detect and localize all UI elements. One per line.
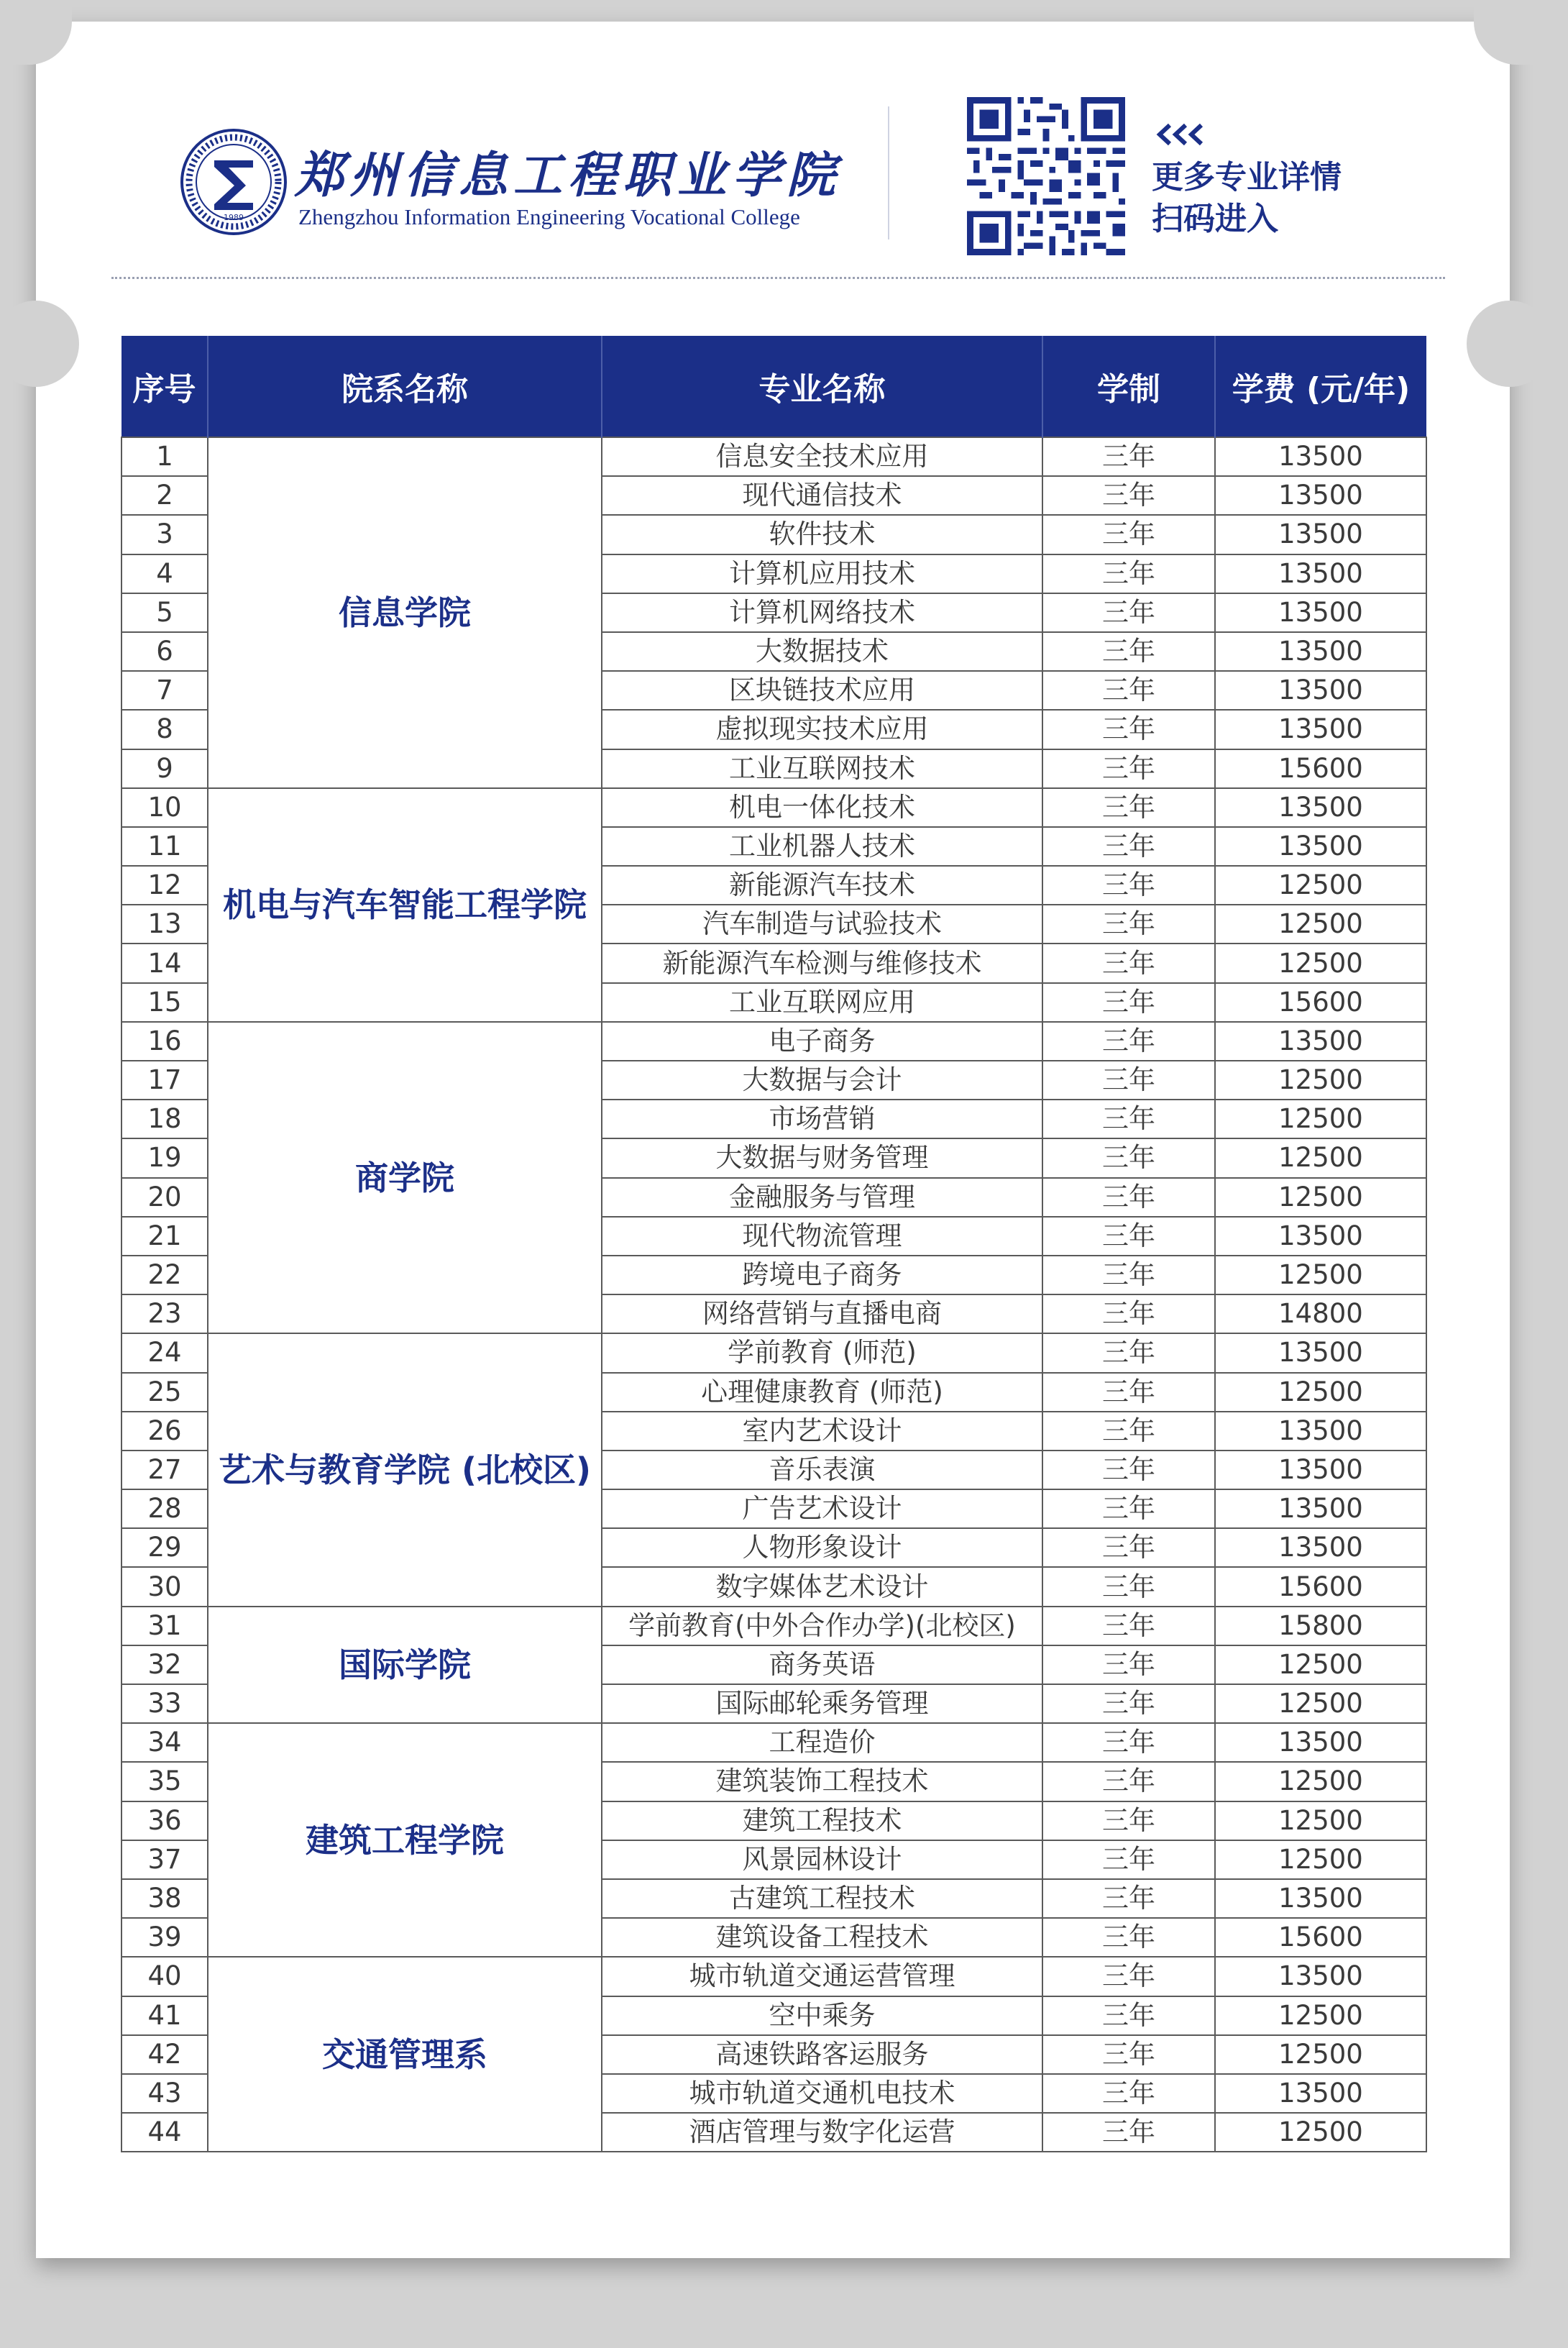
major-name: 酒店管理与数字化运营 xyxy=(602,2113,1042,2152)
department-name: 国际学院 xyxy=(208,1607,602,1724)
table-header-row xyxy=(122,336,1426,437)
qr-caption-line2: 扫码进入 xyxy=(1152,201,1278,237)
row-index: 34 xyxy=(122,1723,208,1762)
tuition: 13500 xyxy=(1215,1489,1426,1528)
major-name: 古建筑工程技术 xyxy=(602,1879,1042,1918)
tuition: 12500 xyxy=(1215,2035,1426,2074)
duration: 三年 xyxy=(1042,1645,1215,1684)
college-name-cn: 郑州信息工程职业学院 xyxy=(295,147,842,204)
duration: 三年 xyxy=(1042,710,1215,749)
row-index: 28 xyxy=(122,1489,208,1528)
duration: 三年 xyxy=(1042,1567,1215,1606)
duration: 三年 xyxy=(1042,1178,1215,1217)
duration: 三年 xyxy=(1042,905,1215,944)
duration: 三年 xyxy=(1042,1684,1215,1723)
qr-caption xyxy=(1152,157,1342,240)
row-index: 35 xyxy=(122,1762,208,1801)
tuition: 15600 xyxy=(1215,1567,1426,1606)
duration: 三年 xyxy=(1042,1022,1215,1061)
tuition: 12500 xyxy=(1215,905,1426,944)
tuition: 13500 xyxy=(1215,1957,1426,1996)
tuition: 13500 xyxy=(1215,437,1426,476)
row-index: 44 xyxy=(122,2113,208,2152)
duration: 三年 xyxy=(1042,1451,1215,1489)
major-name: 学前教育 (师范) xyxy=(602,1333,1042,1372)
tuition: 12500 xyxy=(1215,1840,1426,1879)
tuition: 12500 xyxy=(1215,1178,1426,1217)
tuition: 15600 xyxy=(1215,749,1426,788)
major-name: 学前教育(中外合作办学)(北校区) xyxy=(602,1607,1042,1645)
qr-code-icon[interactable] xyxy=(967,97,1125,255)
row-index: 19 xyxy=(122,1138,208,1177)
major-name: 计算机网络技术 xyxy=(602,593,1042,632)
major-name: 广告艺术设计 xyxy=(602,1489,1042,1528)
major-name: 现代物流管理 xyxy=(602,1217,1042,1256)
dotted-separator xyxy=(111,277,1445,279)
department-name: 信息学院 xyxy=(208,437,602,788)
tuition: 12500 xyxy=(1215,1138,1426,1177)
major-name: 新能源汽车技术 xyxy=(602,866,1042,905)
duration: 三年 xyxy=(1042,983,1215,1022)
tuition: 12500 xyxy=(1215,1762,1426,1801)
tuition: 13500 xyxy=(1215,1412,1426,1451)
major-name: 建筑工程技术 xyxy=(602,1801,1042,1840)
duration: 三年 xyxy=(1042,1801,1215,1840)
duration: 三年 xyxy=(1042,1412,1215,1451)
row-index: 39 xyxy=(122,1918,208,1957)
row-index: 18 xyxy=(122,1100,208,1138)
tuition-table xyxy=(121,336,1427,2152)
tuition: 12500 xyxy=(1215,1256,1426,1294)
page-curl-right xyxy=(1474,0,1546,65)
tuition: 12500 xyxy=(1215,1996,1426,2035)
major-name: 人物形象设计 xyxy=(602,1528,1042,1567)
row-index: 40 xyxy=(122,1957,208,1996)
duration: 三年 xyxy=(1042,671,1215,710)
row-index: 27 xyxy=(122,1451,208,1489)
major-name: 金融服务与管理 xyxy=(602,1178,1042,1217)
major-name: 汽车制造与试验技术 xyxy=(602,905,1042,944)
row-index: 11 xyxy=(122,827,208,866)
major-name: 网络营销与直播电商 xyxy=(602,1294,1042,1333)
college-name-en: Zhengzhou Information Engineering Vocational College xyxy=(298,204,800,229)
major-name: 工业互联网应用 xyxy=(602,983,1042,1022)
tuition: 14800 xyxy=(1215,1294,1426,1333)
header-department: 院系名称 xyxy=(208,336,602,437)
logo-year: 1989 xyxy=(224,213,244,222)
tuition: 13500 xyxy=(1215,827,1426,866)
duration: 三年 xyxy=(1042,1217,1215,1256)
major-name: 空中乘务 xyxy=(602,1996,1042,2035)
row-index: 3 xyxy=(122,515,208,554)
row-index: 38 xyxy=(122,1879,208,1918)
duration: 三年 xyxy=(1042,437,1215,476)
tuition: 13500 xyxy=(1215,593,1426,632)
row-index: 9 xyxy=(122,749,208,788)
tuition: 13500 xyxy=(1215,710,1426,749)
tuition: 12500 xyxy=(1215,1645,1426,1684)
duration: 三年 xyxy=(1042,1996,1215,2035)
duration: 三年 xyxy=(1042,1879,1215,1918)
major-name: 新能源汽车检测与维修技术 xyxy=(602,944,1042,982)
department-name: 机电与汽车智能工程学院 xyxy=(208,788,602,1022)
duration: 三年 xyxy=(1042,1373,1215,1412)
duration: 三年 xyxy=(1042,1723,1215,1762)
row-index: 17 xyxy=(122,1061,208,1100)
duration: 三年 xyxy=(1042,1528,1215,1567)
tuition: 12500 xyxy=(1215,944,1426,982)
tuition: 13500 xyxy=(1215,1879,1426,1918)
row-index: 22 xyxy=(122,1256,208,1294)
tuition: 13500 xyxy=(1215,1528,1426,1567)
major-name: 大数据与财务管理 xyxy=(602,1138,1042,1177)
header-duration: 学制 xyxy=(1042,336,1215,437)
tuition: 13500 xyxy=(1215,476,1426,515)
duration: 三年 xyxy=(1042,1957,1215,1996)
row-index: 30 xyxy=(122,1567,208,1606)
row-index: 23 xyxy=(122,1294,208,1333)
department-name: 艺术与教育学院 (北校区) xyxy=(208,1333,602,1606)
tuition: 13500 xyxy=(1215,1217,1426,1256)
row-index: 33 xyxy=(122,1684,208,1723)
duration: 三年 xyxy=(1042,2074,1215,2113)
row-index: 24 xyxy=(122,1333,208,1372)
header-major: 专业名称 xyxy=(602,336,1042,437)
duration: 三年 xyxy=(1042,1489,1215,1528)
row-index: 37 xyxy=(122,1840,208,1879)
table-row xyxy=(122,1723,1426,1762)
duration: 三年 xyxy=(1042,2113,1215,2152)
triple-chevron-left-icon xyxy=(1154,122,1219,147)
row-index: 25 xyxy=(122,1373,208,1412)
row-index: 43 xyxy=(122,2074,208,2113)
major-name: 室内艺术设计 xyxy=(602,1412,1042,1451)
duration: 三年 xyxy=(1042,1762,1215,1801)
tuition: 12500 xyxy=(1215,866,1426,905)
major-name: 区块链技术应用 xyxy=(602,671,1042,710)
tuition: 15600 xyxy=(1215,983,1426,1022)
duration: 三年 xyxy=(1042,554,1215,593)
row-index: 16 xyxy=(122,1022,208,1061)
major-name: 商务英语 xyxy=(602,1645,1042,1684)
ticket-notch-right xyxy=(1467,301,1553,387)
duration: 三年 xyxy=(1042,632,1215,671)
tuition: 13500 xyxy=(1215,554,1426,593)
tuition: 12500 xyxy=(1215,1684,1426,1723)
major-name: 机电一体化技术 xyxy=(602,788,1042,827)
major-name: 建筑设备工程技术 xyxy=(602,1918,1042,1957)
tuition: 12500 xyxy=(1215,1100,1426,1138)
duration: 三年 xyxy=(1042,749,1215,788)
major-name: 工程造价 xyxy=(602,1723,1042,1762)
major-name: 城市轨道交通运营管理 xyxy=(602,1957,1042,1996)
tuition: 13500 xyxy=(1215,1333,1426,1372)
major-name: 计算机应用技术 xyxy=(602,554,1042,593)
header-index: 序号 xyxy=(122,336,208,437)
department-name: 交通管理系 xyxy=(208,1957,602,2152)
ticket-notch-left xyxy=(0,301,79,387)
major-name: 信息安全技术应用 xyxy=(602,437,1042,476)
tuition: 12500 xyxy=(1215,1373,1426,1412)
major-name: 建筑装饰工程技术 xyxy=(602,1762,1042,1801)
major-name: 虚拟现实技术应用 xyxy=(602,710,1042,749)
tuition: 12500 xyxy=(1215,1801,1426,1840)
row-index: 41 xyxy=(122,1996,208,2035)
row-index: 31 xyxy=(122,1607,208,1645)
duration: 三年 xyxy=(1042,1294,1215,1333)
duration: 三年 xyxy=(1042,1333,1215,1372)
row-index: 12 xyxy=(122,866,208,905)
row-index: 14 xyxy=(122,944,208,982)
row-index: 8 xyxy=(122,710,208,749)
duration: 三年 xyxy=(1042,476,1215,515)
table-row xyxy=(122,788,1426,827)
major-name: 大数据技术 xyxy=(602,632,1042,671)
row-index: 6 xyxy=(122,632,208,671)
major-name: 工业机器人技术 xyxy=(602,827,1042,866)
tuition: 15800 xyxy=(1215,1607,1426,1645)
duration: 三年 xyxy=(1042,827,1215,866)
duration: 三年 xyxy=(1042,1840,1215,1879)
table-body xyxy=(122,437,1426,2152)
major-name: 市场营销 xyxy=(602,1100,1042,1138)
row-index: 29 xyxy=(122,1528,208,1567)
tuition: 13500 xyxy=(1215,1022,1426,1061)
tuition: 13500 xyxy=(1215,1451,1426,1489)
duration: 三年 xyxy=(1042,1100,1215,1138)
row-index: 26 xyxy=(122,1412,208,1451)
row-index: 15 xyxy=(122,983,208,1022)
duration: 三年 xyxy=(1042,1607,1215,1645)
tuition: 15600 xyxy=(1215,1918,1426,1957)
table-row xyxy=(122,437,1426,476)
row-index: 21 xyxy=(122,1217,208,1256)
row-index: 10 xyxy=(122,788,208,827)
row-index: 1 xyxy=(122,437,208,476)
duration: 三年 xyxy=(1042,944,1215,982)
major-name: 数字媒体艺术设计 xyxy=(602,1567,1042,1606)
major-name: 心理健康教育 (师范) xyxy=(602,1373,1042,1412)
table-row xyxy=(122,1607,1426,1645)
tuition: 13500 xyxy=(1215,632,1426,671)
tuition: 13500 xyxy=(1215,1723,1426,1762)
table-row xyxy=(122,1957,1426,1996)
duration: 三年 xyxy=(1042,515,1215,554)
major-name: 大数据与会计 xyxy=(602,1061,1042,1100)
row-index: 4 xyxy=(122,554,208,593)
duration: 三年 xyxy=(1042,2035,1215,2074)
major-name: 跨境电子商务 xyxy=(602,1256,1042,1294)
major-name: 软件技术 xyxy=(602,515,1042,554)
tuition: 13500 xyxy=(1215,671,1426,710)
brochure-page xyxy=(36,22,1510,2258)
major-name: 风景园林设计 xyxy=(602,1840,1042,1879)
duration: 三年 xyxy=(1042,1256,1215,1294)
major-name: 音乐表演 xyxy=(602,1451,1042,1489)
duration: 三年 xyxy=(1042,788,1215,827)
table-row xyxy=(122,1333,1426,1372)
major-name: 工业互联网技术 xyxy=(602,749,1042,788)
row-index: 13 xyxy=(122,905,208,944)
major-name: 高速铁路客运服务 xyxy=(602,2035,1042,2074)
qr-caption-line1: 更多专业详情 xyxy=(1152,159,1342,196)
row-index: 2 xyxy=(122,476,208,515)
duration: 三年 xyxy=(1042,1918,1215,1957)
row-index: 20 xyxy=(122,1178,208,1217)
duration: 三年 xyxy=(1042,1061,1215,1100)
header-divider xyxy=(888,106,889,239)
tuition: 12500 xyxy=(1215,1061,1426,1100)
table-row xyxy=(122,1022,1426,1061)
row-index: 36 xyxy=(122,1801,208,1840)
tuition: 13500 xyxy=(1215,788,1426,827)
duration: 三年 xyxy=(1042,1138,1215,1177)
duration: 三年 xyxy=(1042,866,1215,905)
department-name: 建筑工程学院 xyxy=(208,1723,602,1957)
header-tuition: 学费 (元/年) xyxy=(1215,336,1426,437)
page-curl-left xyxy=(0,0,72,65)
major-name: 城市轨道交通机电技术 xyxy=(602,2074,1042,2113)
department-name: 商学院 xyxy=(208,1022,602,1334)
major-name: 国际邮轮乘务管理 xyxy=(602,1684,1042,1723)
major-name: 电子商务 xyxy=(602,1022,1042,1061)
row-index: 32 xyxy=(122,1645,208,1684)
tuition: 12500 xyxy=(1215,2113,1426,2152)
tuition: 13500 xyxy=(1215,515,1426,554)
major-name: 现代通信技术 xyxy=(602,476,1042,515)
row-index: 5 xyxy=(122,593,208,632)
row-index: 7 xyxy=(122,671,208,710)
duration: 三年 xyxy=(1042,593,1215,632)
tuition: 13500 xyxy=(1215,2074,1426,2113)
college-seal-icon xyxy=(180,128,288,236)
row-index: 42 xyxy=(122,2035,208,2074)
